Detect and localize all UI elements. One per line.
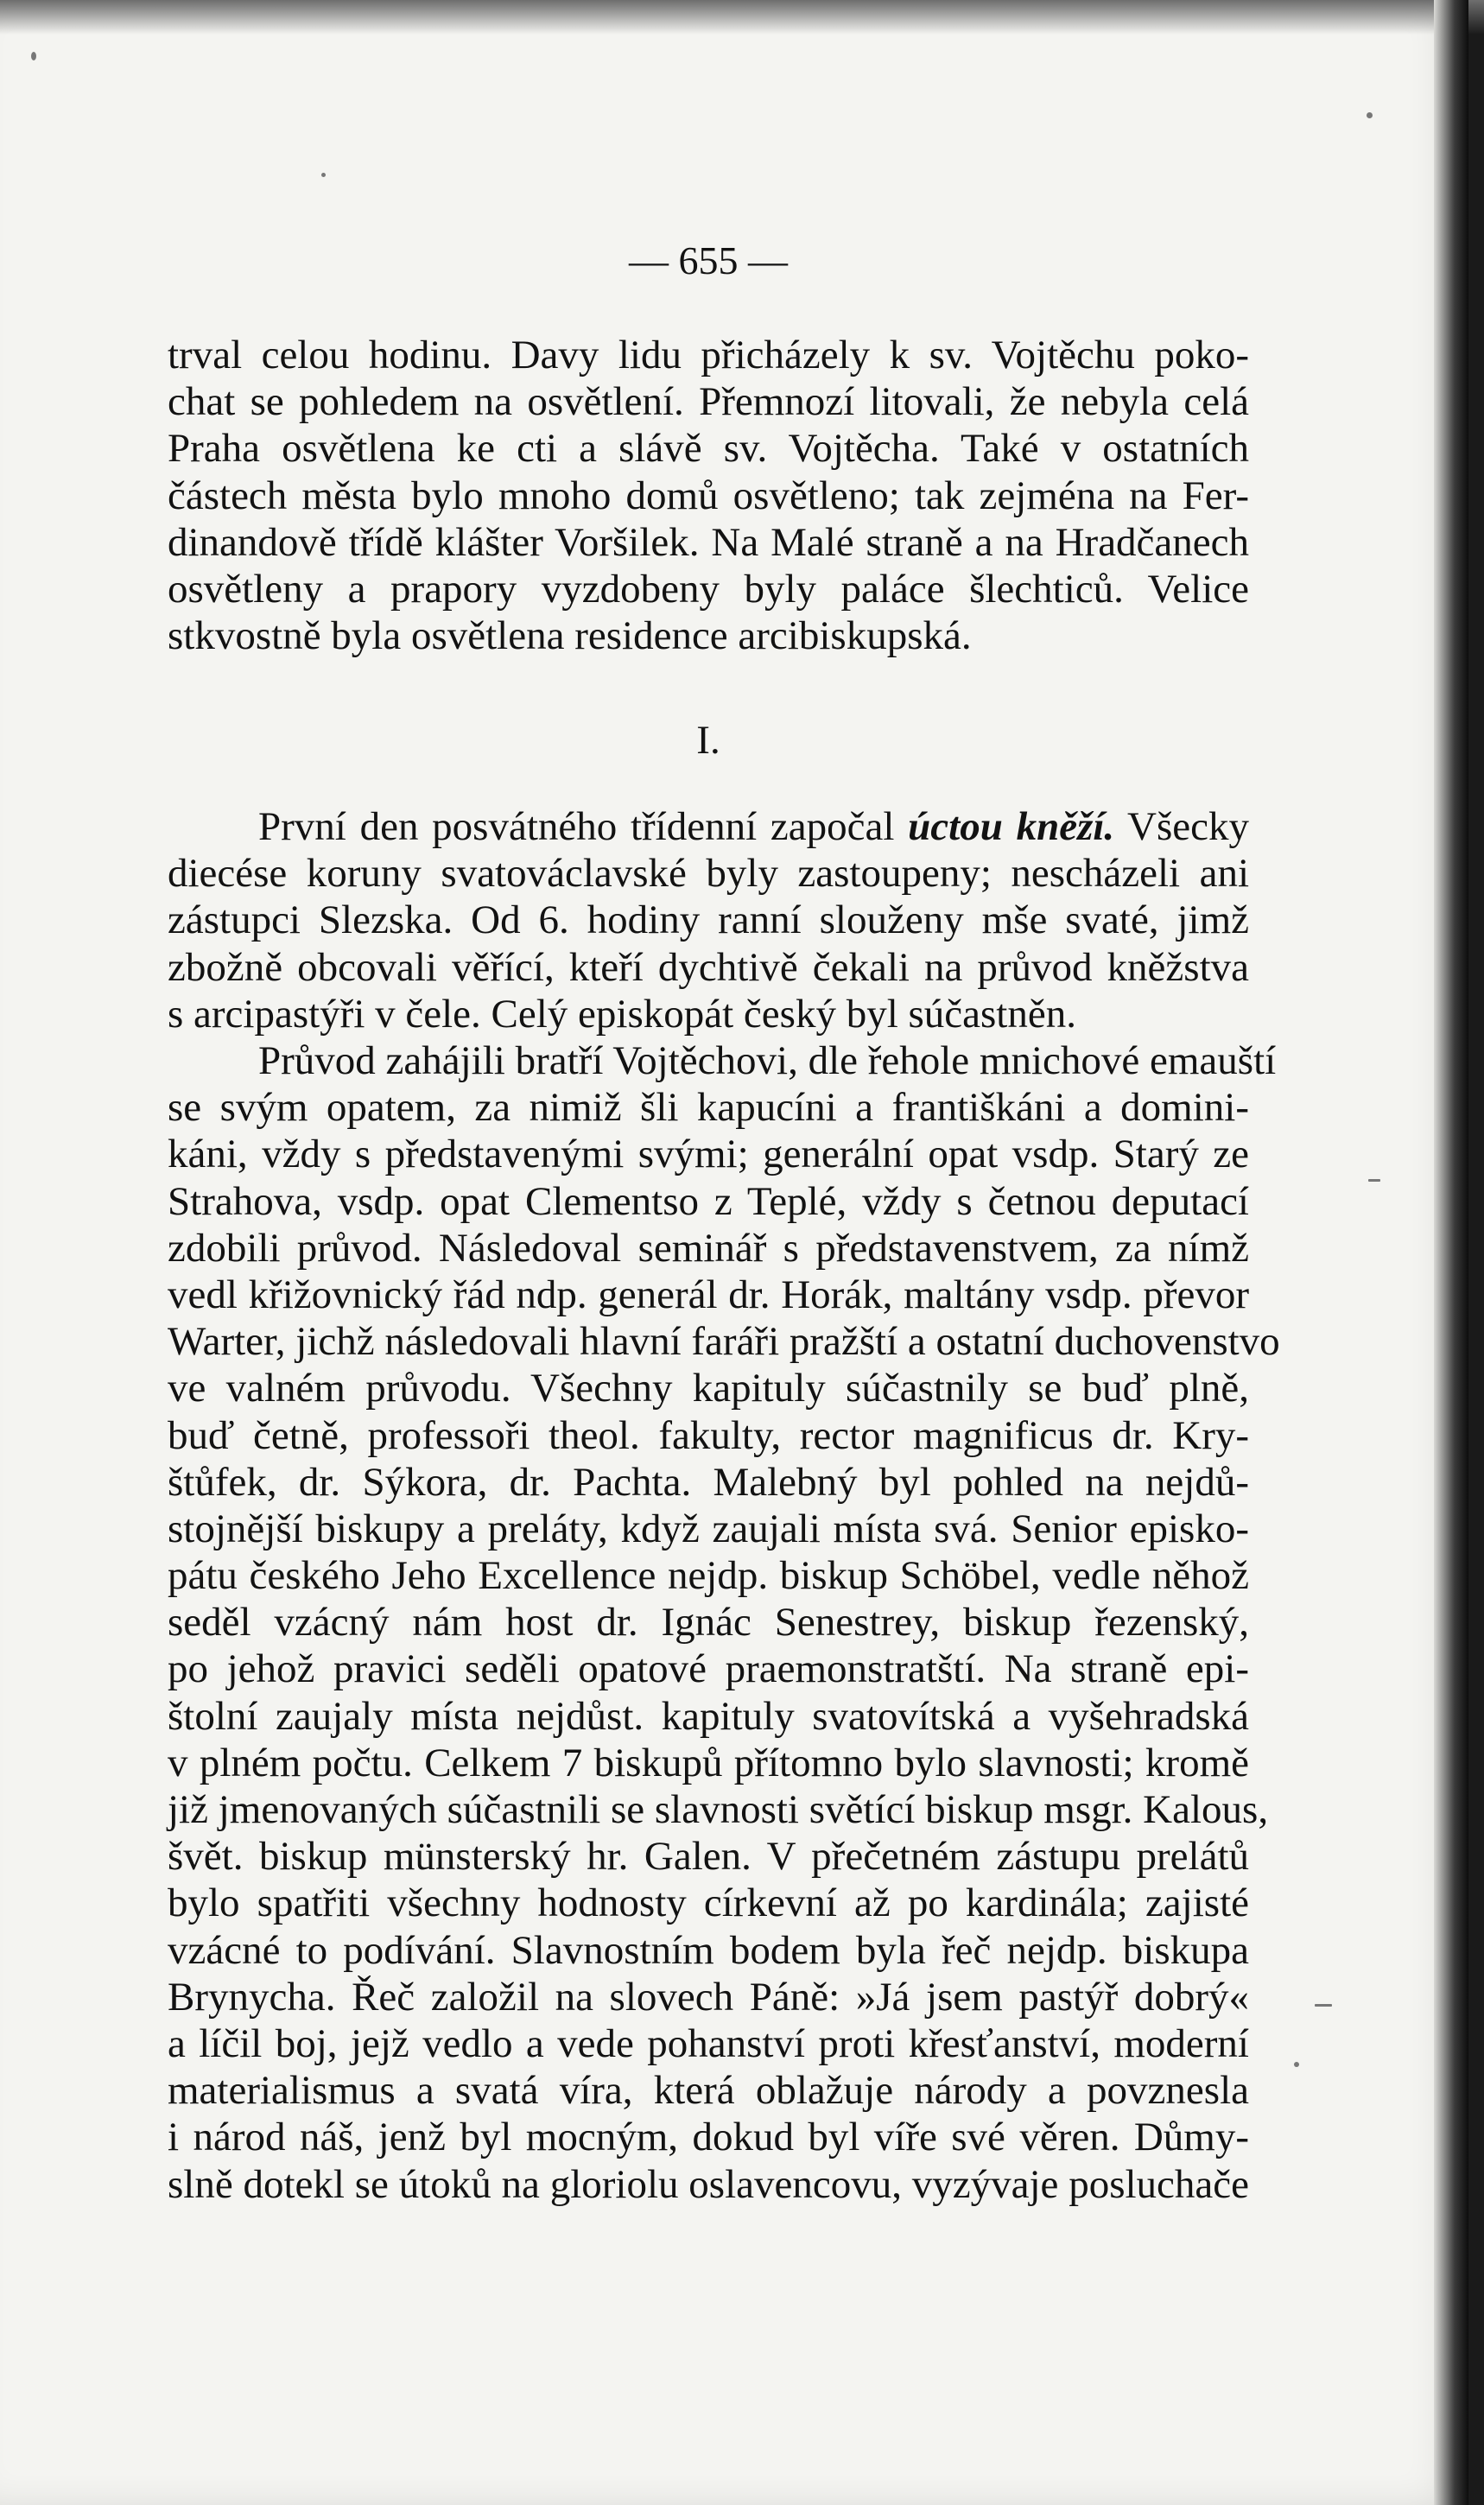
text-line: zbožně obcovali věřící, kteří dychtivě čekali na průvod kněžstva (168, 944, 1249, 990)
text-line: zdobili průvod. Následoval seminář s představenstvem, za nímž (168, 1225, 1249, 1271)
paragraph-1 (168, 332, 1249, 659)
text-line: materialismus a svatá víra, která oblažuje národy a povznesla (168, 2068, 1249, 2114)
text-line: pátu českého Jeho Excellence nejdp. biskup Schöbel, vedle něhož (168, 1553, 1249, 1599)
book-spine-shadow (1434, 0, 1468, 2505)
text-line: štolní zaujaly místa nejdůst. kapituly svatovítská a vyšehradská (168, 1693, 1249, 1739)
print-speck (1315, 2004, 1332, 2007)
text-line: již jmenovaných súčastnili se slavnosti světící biskup msgr. Kalous, (168, 1787, 1269, 1832)
print-speck (1367, 112, 1373, 118)
text-line: chat se pohledem na osvětlení. Přemnozí litovali, že nebyla celá (168, 379, 1249, 425)
text-line: buď četně, professoři theol. fakulty, rector magnificus dr. Kry- (168, 1412, 1249, 1458)
text-line: švět. biskup münsterský hr. Galen. V přečetném zástupu prelátů (168, 1834, 1249, 1880)
text-line: seděl vzácný nám host dr. Ignác Senestrey, biskup řezenský, (168, 1600, 1249, 1646)
text-line: Praha osvětlena ke cti a slávě sv. Vojtěcha. Také v ostatních (168, 426, 1249, 472)
text-line: ve valném průvodu. Všechny kapituly súčastnily se buď plně, (168, 1366, 1249, 1411)
text-line: částech města bylo mnoho domů osvětleno; tak zejména na Fer- (168, 472, 1249, 518)
text-run: Všecky (1114, 804, 1250, 849)
text-line: vedl křižovnický řád ndp. generál dr. Horák, maltány vsdp. převor (168, 1272, 1249, 1317)
print-speck (321, 173, 326, 177)
print-speck (1294, 2062, 1299, 2067)
section-heading: I. (696, 718, 720, 763)
text-line: Brynycha. Řeč založil na slovech Páně: »Já jsem pastýř dobrý« (168, 1974, 1249, 2020)
text-line: dinandově třídě klášter Voršilek. Na Malé straně a na Hradčanech (168, 519, 1249, 565)
text-line: s arcipastýři v čele. Celý episkopát český byl súčastněn. (168, 991, 1076, 1037)
text-line: vzácné to podívání. Slavnostním bodem byla řeč nejdp. biskupa (168, 1927, 1249, 1973)
emphasis-text: úctou kněží. (908, 804, 1115, 849)
text-line: po jehož pravici seděli opatové praemonstratští. Na straně epi- (168, 1646, 1249, 1692)
text-line: Strahova, vsdp. opat Clementso z Teplé, vždy s četnou deputací (168, 1178, 1249, 1224)
text-line: trval celou hodinu. Davy lidu přicházely k sv. Vojtěchu poko- (168, 333, 1249, 377)
text-line: i národ náš, jenž byl mocným, dokud byl víře své věren. Důmy- (168, 2115, 1249, 2160)
text-line: káni, vždy s představenými svými; generální opat vsdp. Starý ze (168, 1132, 1249, 1177)
page-number: — 655 — (629, 238, 788, 282)
text-line: slně dotekl se útoků na gloriolu oslavencovu, vyzývaje posluchače (168, 2161, 1249, 2207)
text-line: diecése koruny svatováclavské byly zastoupeny; nescházeli ani (168, 851, 1249, 897)
text-run: První den posvátného třídenní započal (258, 804, 909, 849)
paragraph-3 (168, 1037, 1280, 2208)
text-line: se svým opatem, za nimiž šli kapucíni a františkáni a domini- (168, 1085, 1249, 1131)
text-line: a líčil boj, jejž vedlo a vede pohanství proti křesťanství, moderní (168, 2020, 1249, 2066)
text-line: stojnější biskupy a preláty, když zaujali místa svá. Senior episko- (168, 1506, 1249, 1551)
page-top-edge-shadow (0, 0, 1484, 35)
text-line: Warter, jichž následovali hlavní faráři pražští a ostatní duchovenstvo (168, 1319, 1280, 1365)
text-line: osvětleny a prapory vyzdobeny byly paláce šlechticů. Velice (168, 566, 1249, 612)
text-line: zástupci Slezska. Od 6. hodiny ranní slouženy mše svaté, jimž (168, 897, 1249, 943)
print-speck (1368, 1179, 1380, 1182)
text-line: stkvostně byla osvětlena residence arcibiskupská. (168, 613, 972, 659)
text-line: štůfek, dr. Sýkora, dr. Pachta. Malebný byl pohled na nejdů- (168, 1459, 1249, 1505)
text-line: Průvod zahájili bratří Vojtěchovi, dle řehole mnichové emauští (258, 1038, 1277, 1083)
paragraph-2-first-line (168, 803, 1249, 850)
paragraph-2 (168, 803, 1249, 1037)
print-speck (31, 52, 36, 60)
text-line: bylo spatřiti všechny hodnosty církevní až po kardinála; zajisté (168, 1880, 1249, 1926)
text-line: v plném počtu. Celkem 7 biskupů přítomno bylo slavnosti; kromě (168, 1740, 1249, 1785)
